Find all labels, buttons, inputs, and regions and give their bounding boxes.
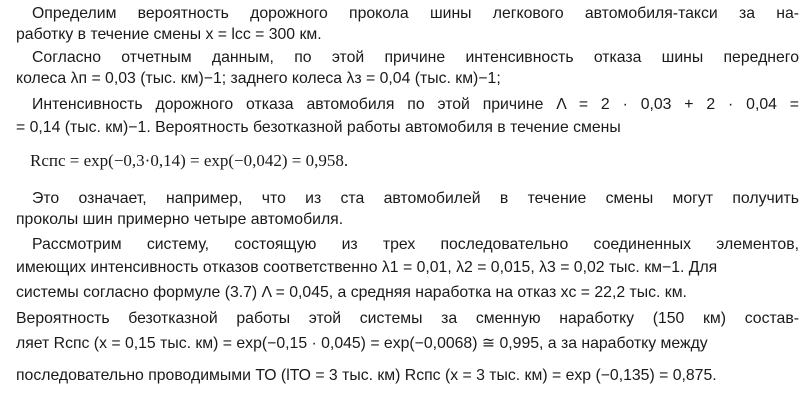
text-line-p3-1: Интенсивность дорожного отказа автомобиля по этой причине Λ = 2 · 0,03 + 2 · 0,04 = [32,96,799,113]
text-line-p4-1: Это означает, например, что из ста автомобилей в течение смены могут получить [32,190,799,207]
text-line-p1-2: работку в течение смены x = lcc = 300 км. [16,26,322,43]
formula-reliability: Rcпс = exp(−0,3·0,14) = exp(−0,042) = 0,958. [30,151,349,170]
text-line-p5-5: ляет Rcпс (x = 0,15 тыс. км) = exp(−0,15 · 0,045) = exp(−0,0068) ≅ 0,995, а за наработку между [16,335,708,352]
text-line-p4-2: проколы шин примерно четыре автомобиля. [16,211,344,228]
text-line-p5-3: системы согласно формуле (3.7) Λ = 0,045, а средняя наработка на отказ xc = 22,2 тыс. км. [16,284,687,301]
text-line-p2-2: колеса λп = 0,03 (тыс. км)−1; заднего колеса λз = 0,04 (тыс. км)−1; [16,70,501,87]
text-line-p1-1: Определим вероятность дорожного прокола шины легкового автомобиля-такси за на- [32,5,799,22]
text-line-p5-2: имеющих интенсивность отказов соответственно λ1 = 0,01, λ2 = 0,015, λ3 = 0,02 тыс. км−1. Для [16,259,718,276]
text-line-p5-6: последовательно проводимыми ТО (lТО = 3 тыс. км) Rcпс (x = 3 тыс. км) = exp (−0,135) = 0,875. [16,367,717,384]
text-line-p2-1: Согласно отчетным данным, по этой причине интенсивность отказа шины переднего [32,49,799,66]
text-line-p3-2: = 0,14 (тыс. км)−1. Вероятность безотказной работы автомобиля в течение смены [16,119,621,136]
text-line-p5-1: Рассмотрим систему, состоящую из трех последовательно соединенных элементов, [32,236,799,253]
text-line-p5-4: Вероятность безотказной работы этой системы за сменную наработку (150 км) состав- [16,310,799,327]
